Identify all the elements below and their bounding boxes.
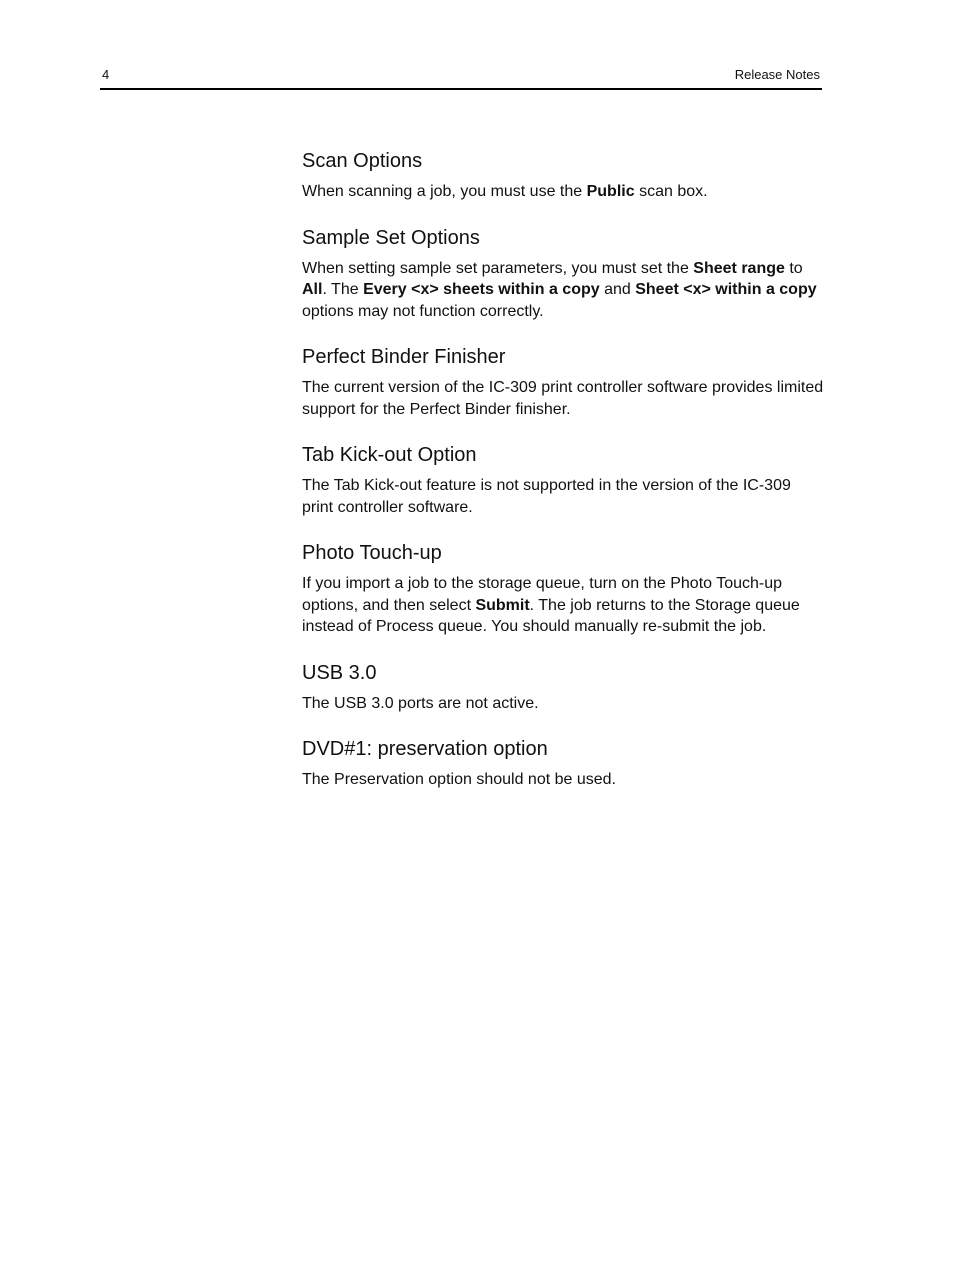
- section-sample-set-options: [302, 225, 826, 323]
- text-run: The current version of the IC-309 print controller software provides limited support for the Perfect Binder finisher.: [302, 379, 824, 418]
- text-run: When scanning a job, you must use the: [302, 183, 587, 200]
- section-body: [302, 258, 826, 323]
- text-run: The Preservation option should not be used.: [302, 771, 616, 788]
- text-run: The USB 3.0 ports are not active.: [302, 694, 539, 712]
- running-title: Release Notes: [734, 67, 820, 82]
- section-heading: Tab Kick-out Option: [302, 444, 477, 466]
- bold-text-run: Sheet <x> within a copy: [635, 281, 817, 298]
- section-body: [302, 181, 826, 203]
- text-run: The Tab Kick-out feature is not supported in the version of the IC-309 print controller software.: [302, 477, 791, 516]
- section-body: [302, 475, 826, 518]
- section-heading: Photo Touch-up: [302, 542, 442, 564]
- section-dvd-1-preservation-option: [302, 736, 826, 791]
- section-heading: Scan Options: [302, 150, 423, 172]
- section-heading: Sample Set Options: [302, 226, 480, 249]
- text-run: and: [599, 281, 636, 298]
- section-perfect-binder-finisher: [302, 344, 826, 420]
- bold-text-run: All: [302, 281, 323, 298]
- release-notes-content: [302, 148, 826, 813]
- text-run: scan box.: [634, 183, 708, 200]
- text-run: . The: [322, 281, 364, 298]
- section-heading: USB 3.0: [302, 661, 377, 684]
- section-body: [302, 769, 826, 791]
- bold-text-run: Every <x> sheets within a copy: [363, 281, 600, 298]
- section-tab-kick-out-option: [302, 442, 826, 518]
- bold-text-run: Public: [586, 183, 635, 200]
- section-body: [302, 573, 826, 638]
- text-run: to: [784, 259, 803, 277]
- section-body: [302, 377, 826, 420]
- page-number: 4: [102, 67, 110, 82]
- text-run: If you import a job to the storage queue, turn on the Photo Touch-up options, and then select: [302, 575, 783, 614]
- text-run: options may not function correctly.: [302, 302, 544, 320]
- section-heading: Perfect Binder Finisher: [302, 346, 506, 368]
- section-body: [302, 693, 826, 715]
- section-heading: DVD#1: preservation option: [302, 738, 548, 760]
- bold-text-run: Sheet range: [693, 259, 785, 277]
- page-header: [100, 65, 822, 90]
- section-photo-touch-up: [302, 540, 826, 638]
- bold-text-run: Submit: [475, 596, 530, 614]
- text-run: . The job returns to the Storage queue instead of Process queue. You should manually re-submit the job.: [302, 596, 800, 635]
- section-usb-3-0: [302, 660, 826, 715]
- section-scan-options: [302, 148, 826, 203]
- text-run: When setting sample set parameters, you must set the: [302, 259, 694, 277]
